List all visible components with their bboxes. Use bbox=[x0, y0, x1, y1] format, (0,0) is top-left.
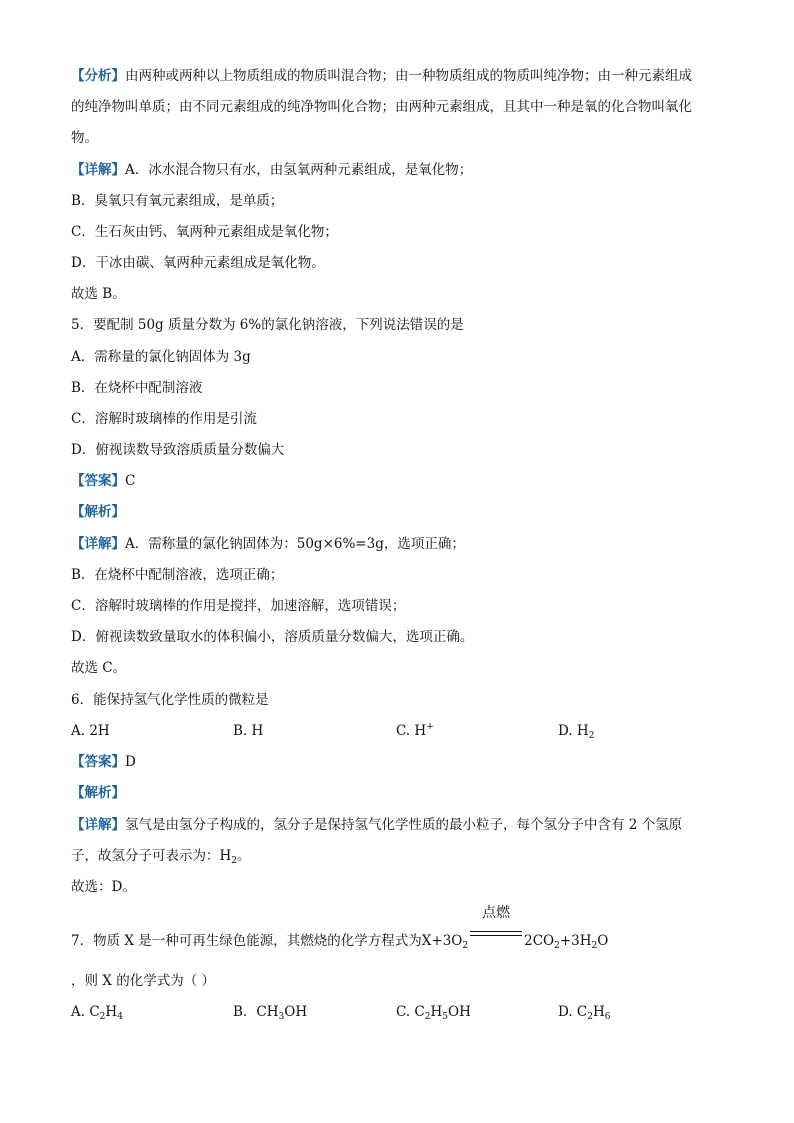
q5-option-c: C．溶解时玻璃棒的作用是引流 bbox=[71, 411, 257, 427]
jiexi-tag: 【解析】 bbox=[71, 785, 125, 801]
q7-option-b bbox=[233, 1002, 307, 1022]
q6-option-b: B. H bbox=[233, 723, 264, 739]
q6-detail-1 bbox=[71, 815, 682, 835]
detail-tag: 【详解】 bbox=[71, 536, 125, 552]
eq-sub: 2 bbox=[591, 941, 598, 951]
q5-option-d: D．俯视读数导致溶质质量分数偏大 bbox=[71, 442, 285, 458]
q7-d-sub: 6 bbox=[604, 1012, 611, 1022]
detail-conclusion: 故选 B。 bbox=[71, 286, 126, 302]
answer-tag: 【答案】 bbox=[71, 754, 125, 770]
analysis-tag: 【分析】 bbox=[71, 68, 125, 84]
q6-c-text: C. H bbox=[396, 723, 427, 739]
eq-product-2: +3H bbox=[559, 933, 592, 949]
equals-bar-bottom bbox=[470, 935, 522, 936]
q7-a-text: H bbox=[105, 1004, 118, 1020]
detail-text-a: A．冰水混合物只有水，由氢氧两种元素组成，是氧化物； bbox=[125, 162, 473, 178]
detail-line-b: B．臭氧只有氧元素组成，是单质； bbox=[71, 193, 284, 209]
q6-conclusion: 故选：D。 bbox=[71, 879, 136, 895]
q5-answer-value: C bbox=[125, 473, 136, 489]
q5-detail-c: C．溶解时玻璃棒的作用是搅拌，加速溶解，选项错误； bbox=[71, 598, 406, 614]
q7-c-text: H bbox=[430, 1004, 443, 1020]
q7-a-text: A. C bbox=[71, 1004, 100, 1020]
q5-detail-a bbox=[71, 534, 465, 554]
q5-answer bbox=[71, 471, 135, 491]
q5-jiexi bbox=[71, 502, 125, 522]
q7-option-a bbox=[71, 1002, 123, 1022]
q6-c-sup: + bbox=[426, 722, 434, 732]
q5-stem: 5．要配制 50g 质量分数为 6%的氯化钠溶液，下列说法错误的是 bbox=[71, 317, 464, 333]
q7-stem-2: ，则 X 的化学式为（ ） bbox=[71, 973, 215, 989]
q7-c-sub: 5 bbox=[442, 1012, 449, 1022]
q6-option-d bbox=[558, 721, 594, 741]
q5-option-b: B．在烧杯中配制溶液 bbox=[71, 380, 203, 396]
q7-d-text: H bbox=[593, 1004, 605, 1020]
reaction-condition bbox=[468, 905, 524, 945]
q7-d-sub: 2 bbox=[587, 1012, 593, 1022]
q6-detail-text-1: 氢气是由氢分子构成的，氢分子是保持氢气化学性质的最小粒子，每个氢分子中含有 2 个氢原 bbox=[125, 817, 683, 833]
detail-tag: 【详解】 bbox=[71, 817, 125, 833]
q7-d-text: D. C bbox=[558, 1004, 588, 1020]
detail-line-c: C．生石灰由钙、氧两种元素组成是氧化物； bbox=[71, 224, 338, 240]
q5-detail-d: D．俯视读数致量取水的体积偏小，溶质质量分数偏大，选项正确。 bbox=[71, 629, 474, 645]
q7-c-sub: 2 bbox=[424, 1012, 431, 1022]
q7-c-text: C. C bbox=[396, 1004, 425, 1020]
q7-stem bbox=[71, 905, 609, 951]
detail-line-a bbox=[71, 160, 472, 180]
q6-option-c bbox=[396, 721, 434, 741]
q6-stem: 6．能保持氢气化学性质的微粒是 bbox=[71, 692, 269, 708]
q7-stem-text: 7．物质 X 是一种可再生绿色能源，其燃烧的化学方程式为 bbox=[71, 933, 422, 949]
q5-detail-b: B．在烧杯中配制溶液，选项正确； bbox=[71, 567, 284, 583]
q6-d-sub: 2 bbox=[588, 731, 595, 741]
q5-conclusion: 故选 C。 bbox=[71, 660, 127, 676]
equals-bar-top bbox=[470, 931, 522, 932]
condition-label: 点燃 bbox=[482, 905, 511, 921]
eq-sub: 2 bbox=[554, 941, 560, 951]
q6-detail-2 bbox=[71, 846, 251, 866]
detail-line-d: D．干冰由碳、氧两种元素组成是氧化物。 bbox=[71, 255, 325, 271]
q7-c-text: OH bbox=[448, 1004, 471, 1020]
eq-sub: 2 bbox=[462, 941, 469, 951]
analysis-line-1 bbox=[71, 66, 692, 86]
q7-a-sub: 4 bbox=[117, 1012, 123, 1022]
q7-b-text: OH bbox=[284, 1004, 308, 1020]
q6-d-text: D. H bbox=[558, 723, 589, 739]
q7-option-d bbox=[558, 1002, 611, 1022]
q7-a-sub: 2 bbox=[99, 1012, 106, 1022]
eq-product-2-end: O bbox=[597, 933, 609, 949]
q7-option-c bbox=[396, 1002, 471, 1022]
eq-reactants: X+3O bbox=[421, 933, 463, 949]
q6-answer-value: D bbox=[125, 754, 136, 770]
analysis-line-2: 的纯净物叫单质；由不同元素组成的纯净物叫化合物；由两种元素组成，且其中一种是氧的化合物叫氧化 bbox=[71, 99, 692, 115]
q6-jiexi bbox=[71, 783, 125, 803]
q5-detail-text-a: A．需称量的氯化钠固体为：50g×6%=3g，选项正确； bbox=[125, 536, 465, 552]
q5-option-a: A．需称量的氯化钠固体为 3g bbox=[71, 349, 251, 365]
chemical-equation bbox=[421, 905, 609, 951]
q7-b-text: B．CH bbox=[233, 1004, 279, 1020]
q6-answer bbox=[71, 752, 136, 772]
q6-detail-sub: 2 bbox=[231, 856, 238, 866]
analysis-text-1: 由两种或两种以上物质组成的物质叫混合物；由一种物质组成的物质叫纯净物；由一种元素组成 bbox=[125, 68, 692, 84]
jiexi-tag: 【解析】 bbox=[71, 504, 125, 520]
analysis-line-3: 物。 bbox=[71, 130, 98, 146]
q7-b-sub: 3 bbox=[278, 1012, 285, 1022]
detail-tag: 【详解】 bbox=[71, 162, 125, 178]
q6-option-a: A. 2H bbox=[71, 723, 110, 739]
q6-detail-end: 。 bbox=[237, 848, 251, 864]
eq-product-1: 2CO bbox=[524, 933, 555, 949]
q6-detail-text-2: 子，故氢分子可表示为：H bbox=[71, 848, 232, 864]
answer-tag: 【答案】 bbox=[71, 473, 125, 489]
